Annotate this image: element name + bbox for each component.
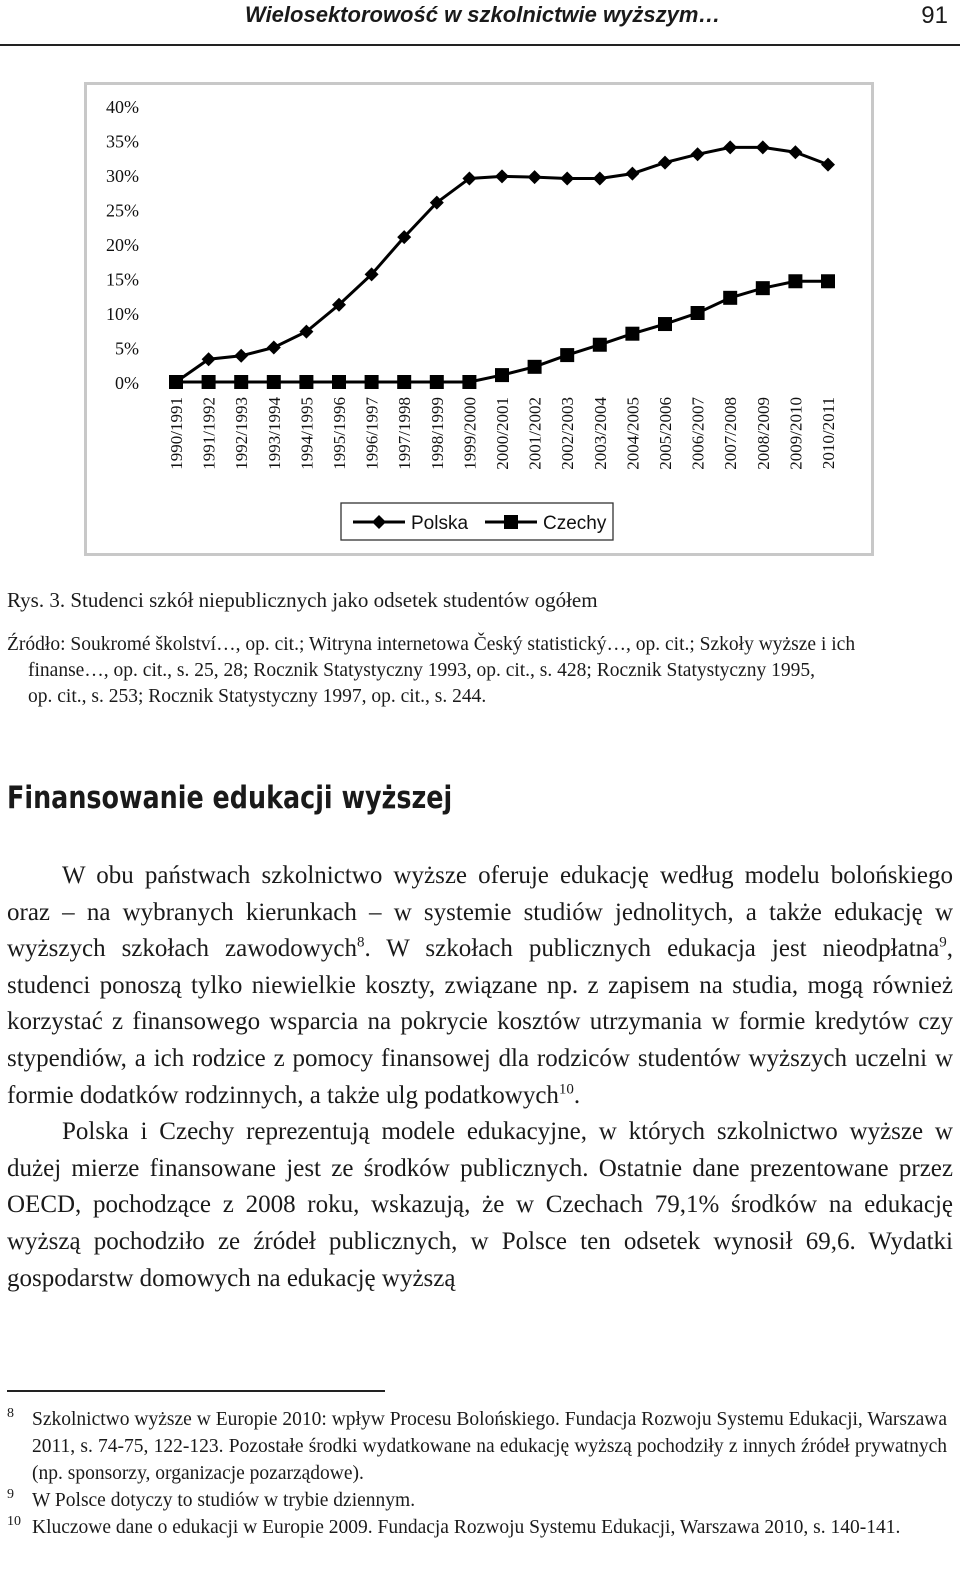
x-tick-label: 2000/2001	[493, 397, 512, 470]
data-point-czechy	[365, 375, 379, 389]
paragraph-2: Polska i Czechy reprezentują modele edukacyjne, w których szkolnictwo wyższe w dużej mierze finansowane jest ze środków publicznych. Ostatnie dane prezentowane przez OECD, pochodzące z 2008 roku, wskazują, że w Czechach 79,1% środków na edukację wyższą pochodziło ze źródeł publicznych, w Polsce ten odsetek wynosił 69,6. Wydatki gospodarstw domowych na edukację wyższą	[7, 1118, 953, 1292]
footnote-separator	[7, 1390, 385, 1392]
x-tick-label: 2006/2007	[688, 397, 708, 470]
data-point-polska	[234, 349, 248, 363]
x-tick-label: 2002/2003	[558, 397, 578, 470]
data-point-polska	[528, 170, 542, 184]
data-point-czechy	[593, 338, 607, 352]
x-tick-label: 2005/2006	[656, 397, 675, 470]
data-point-polska	[560, 171, 574, 185]
source-line-1: Źródło: Soukromé školství…, op. cit.; Witryna internetowa Český statistický…, op. cit.; Szkoły wyższe i ich	[7, 634, 856, 655]
footnote-number: 9	[7, 1487, 14, 1502]
data-point-polska	[821, 158, 835, 172]
y-tick-label: 20%	[106, 235, 139, 255]
footnote-text: W Polsce dotyczy to studiów w trybie dziennym.	[32, 1490, 416, 1511]
p1-text-c: , studenci ponoszą tylko niewielkie koszty, związane np. z zapisem na studia, mogą również korzystać z finansowego wsparcia na pokrycie kosztów utrzymania w formie kredytów czy stypendiów, a ich rodzice z pomocy finansowej dla rodziców studentów wyższych uczelni w formie dodatków rodzinnych, a także ulg podatkowych	[7, 935, 953, 1109]
footnote-number: 10	[7, 1514, 21, 1529]
y-tick-label: 30%	[106, 166, 139, 186]
page-number: 91	[921, 2, 948, 29]
footnotes	[7, 1406, 947, 1541]
x-tick-label: 1998/1999	[427, 397, 447, 470]
data-point-czechy	[430, 375, 444, 389]
data-point-polska	[267, 341, 281, 355]
legend-label: Czechy	[543, 513, 607, 534]
data-point-czechy	[788, 274, 802, 288]
footnote-8	[7, 1406, 947, 1487]
chart-frame	[84, 82, 874, 556]
data-point-czechy	[299, 375, 313, 389]
figure-caption: Rys. 3. Studenci szkół niepublicznych jako odsetek studentów ogółem	[7, 588, 598, 612]
x-tick-label: 1994/1995	[297, 397, 317, 470]
x-tick-label: 1996/1997	[362, 397, 382, 470]
figure-source	[7, 632, 952, 710]
data-point-polska	[788, 145, 802, 159]
data-point-czechy	[495, 368, 509, 382]
x-tick-label: 1990/1991	[167, 397, 186, 470]
data-point-czechy	[234, 375, 248, 389]
data-point-czechy	[756, 281, 770, 295]
running-header	[0, 0, 960, 46]
data-point-czechy	[560, 348, 574, 362]
data-point-polska	[756, 140, 770, 154]
x-tick-label: 2009/2010	[786, 397, 806, 470]
footnote-9	[7, 1487, 947, 1514]
data-point-czechy	[202, 375, 216, 389]
p1-text-a: W obu państwach szkolnictwo wyższe oferuje edukację według modelu bolońskiego oraz – na wybranych kierunkach – w systemie studiów jednolitych, a także edukację w wyższych szkołach zawodowych	[7, 862, 953, 963]
p1-text-b: . W szkołach publicznych edukacja jest nieodpłatna	[364, 935, 940, 963]
x-tick-label: 2001/2002	[525, 397, 545, 470]
data-point-polska	[658, 156, 672, 170]
x-tick-label: 1999/2000	[460, 397, 480, 470]
x-tick-label: 1993/1994	[264, 397, 284, 470]
data-point-czechy	[821, 274, 835, 288]
data-point-czechy	[723, 291, 737, 305]
p1-text-d: .	[573, 1081, 581, 1109]
data-point-polska	[495, 169, 509, 183]
y-tick-label: 40%	[106, 97, 139, 117]
footnote-ref-8[interactable]: 8	[356, 934, 365, 951]
data-point-czechy	[267, 375, 281, 389]
y-tick-label: 25%	[106, 200, 139, 221]
data-point-czechy	[169, 375, 183, 389]
section-heading: Finansowanie edukacji wyższej	[7, 780, 453, 816]
line-chart	[87, 85, 871, 553]
data-point-czechy	[528, 360, 542, 374]
data-point-czechy	[397, 375, 411, 389]
data-point-polska	[723, 140, 737, 154]
footnote-10	[7, 1514, 947, 1541]
footnote-text: Kluczowe dane o edukacji w Europie 2009. Fundacja Rozwoju Systemu Edukacji, Warszawa 2010, s. 140-141.	[32, 1517, 901, 1538]
data-point-czechy	[462, 375, 476, 389]
running-title: Wielosektorowość w szkolnictwie wyższym…	[245, 2, 721, 27]
x-tick-label: 2003/2004	[590, 397, 610, 470]
x-tick-label: 1991/1992	[199, 397, 219, 470]
paragraph-1	[7, 858, 953, 1114]
x-tick-label: 2007/2008	[721, 397, 741, 470]
legend-marker-square	[504, 515, 518, 529]
footnote-number: 8	[7, 1406, 14, 1421]
source-line-2: finanse…, op. cit., s. 25, 28; Rocznik Statystyczny 1993, op. cit., s. 428; Rocznik Statystyczny 1995,	[28, 660, 815, 681]
y-tick-label: 0%	[115, 373, 139, 393]
x-tick-label: 1995/1996	[330, 397, 349, 470]
legend-label: Polska	[411, 513, 469, 534]
data-point-czechy	[658, 317, 672, 331]
y-tick-label: 10%	[106, 304, 139, 324]
y-tick-label: 35%	[106, 131, 139, 152]
x-tick-label: 1992/1993	[232, 397, 252, 470]
footnote-text: Szkolnictwo wyższe w Europie 2010: wpływ Procesu Bolońskiego. Fundacja Rozwoju Systemu Edukacji, Warszawa 2011, s. 74-75, 122-123. Pozostałe środki wydatkowane na edukację wyższą pochodziły z innych źródeł prywatnych (np. sponsorzy, organizacje pozarządowe).	[32, 1409, 947, 1484]
body-text	[7, 858, 953, 1297]
data-point-polska	[625, 167, 639, 181]
data-point-czechy	[332, 375, 346, 389]
x-tick-label: 2010/2011	[819, 397, 838, 470]
x-tick-label: 1997/1998	[395, 397, 415, 470]
source-line-3: op. cit., s. 253; Rocznik Statystyczny 1997, op. cit., s. 244.	[28, 686, 487, 707]
data-point-czechy	[625, 327, 639, 341]
data-point-polska	[691, 147, 705, 161]
y-tick-label: 5%	[115, 338, 139, 359]
footnote-ref-10[interactable]: 10	[558, 1081, 574, 1098]
footnote-ref-9[interactable]: 9	[939, 934, 947, 951]
data-point-polska	[593, 171, 607, 185]
data-point-czechy	[691, 306, 705, 320]
x-tick-label: 2008/2009	[753, 397, 773, 470]
x-tick-label: 2004/2005	[623, 397, 643, 470]
y-tick-label: 15%	[106, 269, 139, 290]
